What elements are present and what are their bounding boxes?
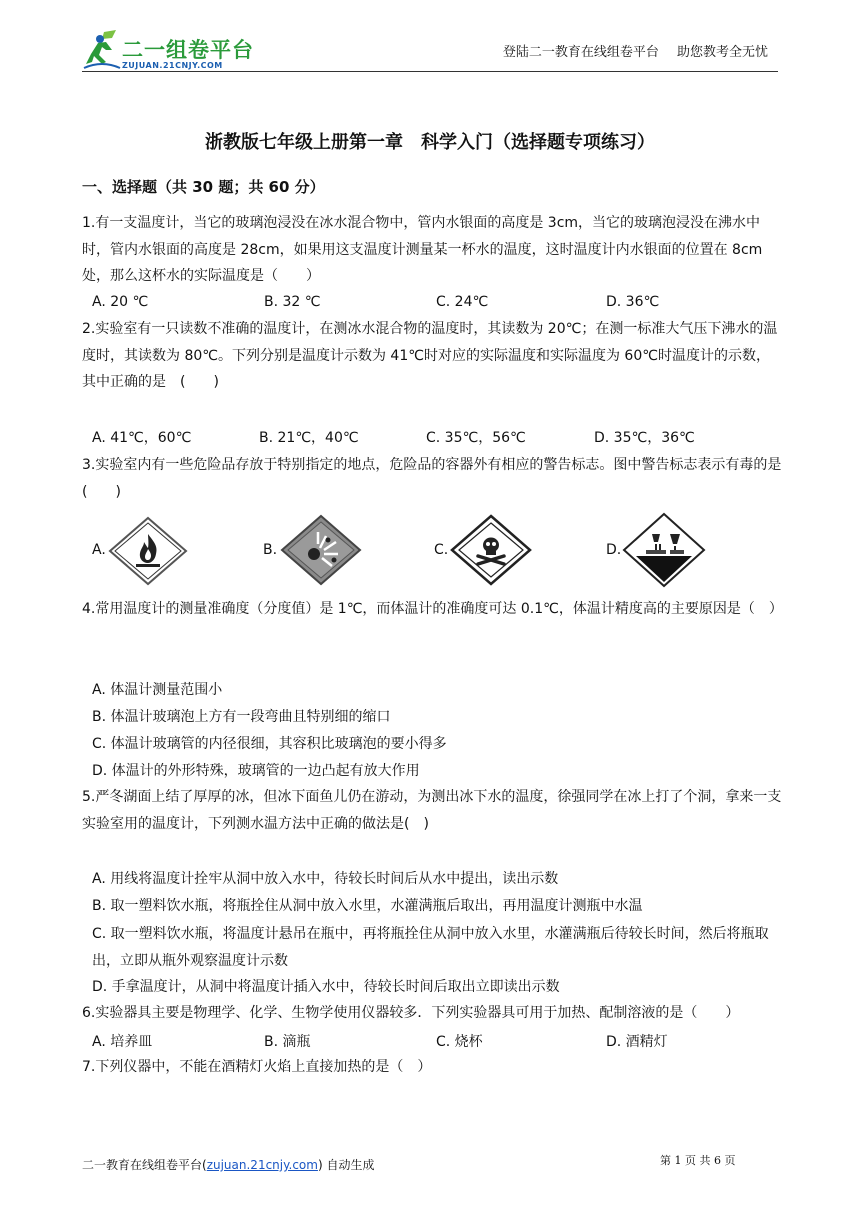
footer-source bbox=[82, 1156, 374, 1173]
q5-option-b[interactable]: B. 取一塑料饮水瓶，将瓶拴住从洞中放入水里，水灌满瓶后取出，再用温度计测瓶中水温 bbox=[92, 898, 643, 914]
site-logo bbox=[82, 28, 272, 72]
footer-site-link[interactable]: zujuan.21cnjy.com bbox=[206, 1158, 318, 1172]
toxic-icon[interactable] bbox=[450, 514, 532, 586]
q6-option-a[interactable]: A. 培养皿 bbox=[92, 1034, 153, 1050]
q3-option-a[interactable]: A. bbox=[92, 542, 106, 558]
logo-subtitle: ZUJUAN.21CNJY.COM bbox=[122, 61, 223, 70]
q3-option-b[interactable]: B. bbox=[263, 542, 278, 558]
q4-option-b[interactable]: B. 体温计玻璃泡上方有一段弯曲且特别细的缩口 bbox=[92, 709, 391, 725]
q1-option-c[interactable]: C. 24℃ bbox=[436, 294, 489, 310]
page-number: 第 1 页 共 6 页 bbox=[660, 1154, 736, 1167]
question-3: 3.实验室内有一些危险品存放于特别指定的地点，危险品的容器外有相应的警告标志。图中警告标志表示有毒的是( ) bbox=[82, 457, 782, 500]
q6-option-c[interactable]: C. 烧杯 bbox=[436, 1034, 483, 1050]
q3-option-d[interactable]: D. bbox=[606, 542, 622, 558]
question-4: 4.常用温度计的测量准确度（分度值）是 1℃，而体温计的准确度可达 0.1℃，体温计精度高的主要原因是（ ） bbox=[82, 601, 783, 617]
question-2: 2.实验室有一只读数不准确的温度计，在测冰水混合物的温度时，其读数为 20℃；在测一标准大气压下沸水的温度时，其读数为 80℃。下列分别是温度计示数为 41℃时对应的实际温度和实际温度为 60℃时温度计的示数，其中正确的是 ( ) bbox=[82, 321, 778, 390]
q3-option-c[interactable]: C. bbox=[434, 542, 449, 558]
q4-option-d[interactable]: D. 体温计的外形特殊，玻璃管的一边凸起有放大作用 bbox=[92, 763, 420, 779]
header-slogan: 登陆二一教育在线组卷平台 助您教考全无忧 bbox=[502, 45, 768, 60]
q4-option-c[interactable]: C. 体温计玻璃管的内径很细，其容积比玻璃泡的要小得多 bbox=[92, 736, 447, 752]
q1-option-d[interactable]: D. 36℃ bbox=[606, 294, 660, 310]
q5-option-c[interactable]: C. 取一塑料饮水瓶，将温度计悬吊在瓶中，再将瓶拴住从洞中放入水里，水灌满瓶后待较长时间，然后将瓶取出，立即从瓶外观察温度计示数 bbox=[92, 926, 769, 969]
q6-option-d[interactable]: D. 酒精灯 bbox=[606, 1034, 668, 1050]
q2-option-c[interactable]: C. 35℃，56℃ bbox=[426, 430, 526, 446]
q5-option-a[interactable]: A. 用线将温度计拴牢从洞中放入水中，待较长时间后从水中提出，读出示数 bbox=[92, 871, 559, 887]
runner-logo-icon bbox=[82, 28, 122, 72]
logo-text: 二一组卷平台 bbox=[122, 38, 254, 62]
flammable-icon[interactable] bbox=[108, 516, 188, 586]
q1-option-b[interactable]: B. 32 ℃ bbox=[264, 294, 321, 310]
q5-option-d[interactable]: D. 手拿温度计，从洞中将温度计插入水中，待较长时间后取出立即读出示数 bbox=[92, 979, 560, 995]
question-7: 7.下列仪器中，不能在酒精灯火焰上直接加热的是（ ） bbox=[82, 1059, 432, 1075]
q1-option-a[interactable]: A. 20 ℃ bbox=[92, 294, 149, 310]
page-title: 浙教版七年级上册第一章 科学入门（选择题专项练习） bbox=[205, 132, 655, 153]
q6-option-b[interactable]: B. 滴瓶 bbox=[264, 1034, 311, 1050]
corrosive-icon[interactable] bbox=[622, 512, 706, 588]
question-1: 1.有一支温度计，当它的玻璃泡浸没在冰水混合物中，管内水银面的高度是 3cm，当它的玻璃泡浸没在沸水中时，管内水银面的高度是 28cm，如果用这支温度计测量某一杯水的温度，这时温度计内水银面的位置在 8cm 处，那么这杯水的实际温度是（ ） bbox=[82, 215, 763, 284]
question-5: 5.严冬湖面上结了厚厚的冰，但冰下面鱼儿仍在游动，为测出冰下水的温度，徐强同学在冰上打了个洞，拿来一支实验室用的温度计，下列测水温方法中正确的做法是( ) bbox=[82, 789, 782, 832]
footer-suffix: ) 自动生成 bbox=[317, 1158, 375, 1172]
q4-option-a[interactable]: A. 体温计测量范围小 bbox=[92, 682, 223, 698]
q2-option-b[interactable]: B. 21℃，40℃ bbox=[259, 430, 359, 446]
question-6: 6.实验器具主要是物理学、化学、生物学使用仪器较多．下列实验器具可用于加热、配制溶液的是（ ） bbox=[82, 1005, 740, 1021]
page-header bbox=[82, 28, 778, 74]
header-divider bbox=[82, 71, 778, 72]
q2-option-d[interactable]: D. 35℃，36℃ bbox=[594, 430, 695, 446]
explosive-icon[interactable] bbox=[280, 514, 362, 586]
footer-prefix: 二一教育在线组卷平台( bbox=[82, 1158, 207, 1172]
q2-option-a[interactable]: A. 41℃，60℃ bbox=[92, 430, 192, 446]
section-heading: 一、选择题（共 30 题；共 60 分） bbox=[82, 178, 325, 196]
